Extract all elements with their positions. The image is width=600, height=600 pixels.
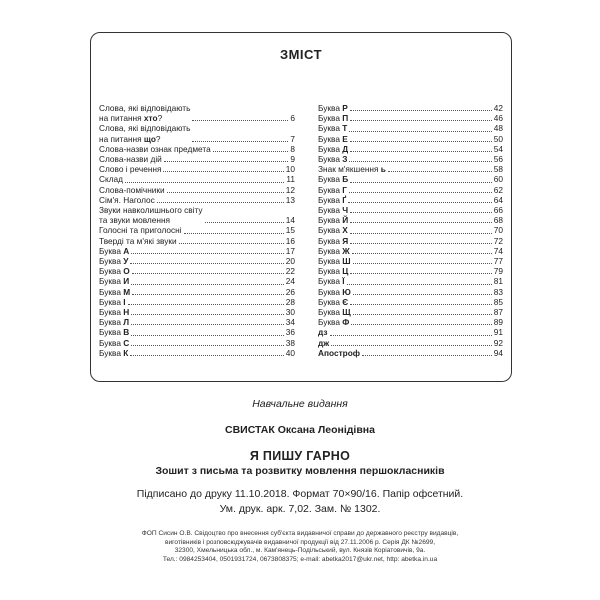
toc-entry-title [318, 246, 350, 256]
toc-entry [99, 246, 295, 256]
toc-entry-prefix: Буква [318, 205, 343, 216]
toc-leader-dots [347, 284, 492, 285]
toc-page-number: 7 [290, 133, 295, 144]
toc-entry-letter: Н [123, 307, 130, 318]
toc-entry [318, 246, 503, 256]
toc-entry-prefix: Буква [99, 337, 124, 348]
toc-entry [318, 327, 503, 337]
toc-leader-dots [125, 182, 284, 183]
toc-entry [318, 164, 503, 174]
toc-page-number: 36 [285, 327, 295, 338]
toc-entry-prefix: Слово і речення [99, 164, 162, 175]
toc-leader-dots [353, 294, 492, 295]
toc-page-number: 74 [493, 245, 503, 256]
toc-page-number: 72 [493, 235, 503, 246]
toc-leader-dots [350, 243, 492, 244]
publisher-info-line: 32300, Хмельницька обл., м. Кам'янець-Подільський, вул. Князів Коріатовичів, 9а. [174, 547, 426, 555]
toc-leader-dots [353, 263, 492, 264]
toc-entry-suffix: ? [155, 133, 161, 144]
toc-leader-dots [350, 273, 491, 274]
toc-entry-title [318, 297, 348, 307]
toc-entry-prefix: Знак м'якшення [318, 164, 381, 175]
toc-entry-letter: І [123, 296, 126, 307]
toc-page-number: 91 [493, 327, 503, 338]
toc-entry [318, 236, 503, 246]
toc-entry-title [99, 174, 123, 184]
toc-leader-dots [388, 171, 492, 172]
toc-entry-title [318, 164, 386, 174]
toc-entry-prefix: Буква [318, 215, 343, 226]
toc-page-number: 22 [285, 266, 295, 277]
toc-page-number: 38 [285, 337, 295, 348]
toc-entry-prefix: на питання [99, 113, 144, 124]
toc-page-number: 10 [285, 164, 295, 175]
toc-entry-prefix: Буква [318, 113, 343, 124]
toc-entry-letter: Ж [342, 245, 350, 256]
toc-entry-title [99, 287, 130, 297]
toc-page-number: 83 [493, 286, 503, 297]
toc-entry-title [99, 276, 129, 286]
toc-entry-letter: М [123, 286, 131, 297]
toc-entry-title [318, 103, 348, 113]
toc-entry-prefix: Буква [99, 256, 124, 267]
toc-entry-title [318, 144, 348, 154]
toc-page-number: 16 [285, 235, 295, 246]
toc-page-number: 54 [493, 143, 503, 154]
toc-entry-prefix: Буква [318, 266, 343, 277]
toc-entry-title [318, 215, 348, 225]
toc-entry-prefix: Буква [318, 235, 343, 246]
toc-entry [99, 225, 295, 235]
toc-title: ЗМІСТ [279, 47, 323, 62]
toc-entry-title [318, 123, 347, 133]
toc-entry-title [99, 103, 190, 123]
toc-entry-prefix: Буква [99, 296, 124, 307]
toc-leader-dots [350, 120, 492, 121]
toc-leader-dots [351, 324, 491, 325]
toc-leader-dots [131, 335, 283, 336]
toc-leader-dots [130, 355, 283, 356]
toc-entry-letter: ь [380, 164, 386, 175]
toc-leader-dots [128, 304, 284, 305]
toc-entry-letter: А [123, 245, 130, 256]
toc-entry-title [318, 317, 349, 327]
toc-entry [318, 307, 503, 317]
toc-page-number: 14 [285, 215, 295, 226]
toc-leader-dots [353, 314, 492, 315]
toc-leader-dots [192, 141, 288, 142]
toc-entry [99, 185, 295, 195]
toc-right-column [318, 103, 503, 358]
toc-leader-dots [213, 151, 289, 152]
toc-leader-dots [131, 253, 283, 254]
toc-entry-prefix: Буква [318, 296, 343, 307]
print-details-line: Ум. друк. арк. 7,02. Зам. № 1302. [219, 503, 381, 515]
toc-entry [99, 144, 295, 154]
toc-entry-title [99, 195, 155, 205]
toc-page-number: 48 [493, 123, 503, 134]
toc-entry-title [99, 307, 129, 317]
toc-entry-prefix: Слова-назви ознак предмета [99, 143, 211, 154]
toc-entry-title [318, 113, 348, 123]
toc-page-number: 64 [493, 194, 503, 205]
toc-entry-letter: дз [318, 327, 328, 338]
toc-entry-title [318, 338, 329, 348]
toc-entry-title [318, 195, 346, 205]
toc-leader-dots [164, 161, 289, 162]
toc-entry [99, 338, 295, 348]
edition-type: Навчальне видання [252, 398, 348, 410]
toc-leader-dots [132, 273, 284, 274]
toc-page-number: 30 [285, 307, 295, 318]
toc-page-number: 85 [493, 296, 503, 307]
toc-entry-letter: Я [342, 235, 349, 246]
toc-entry-title [99, 144, 211, 154]
toc-entry [318, 276, 503, 286]
toc-entry-title-line: Слова, які відповідають [99, 103, 191, 113]
toc-leader-dots [350, 212, 492, 213]
toc-page-number: 70 [493, 225, 503, 236]
toc-entry [99, 154, 295, 164]
toc-entry-prefix: Слова-помічники [99, 184, 165, 195]
toc-entry-letter: Апостроф [318, 347, 361, 358]
toc-entry [318, 287, 503, 297]
toc-entry-letter: Ґ [342, 194, 347, 205]
toc-entry-letter: П [342, 113, 349, 124]
toc-page-number: 77 [493, 256, 503, 267]
toc-entry-letter: Г [342, 184, 347, 195]
toc-entry [318, 144, 503, 154]
toc-entry [318, 123, 503, 133]
toc-entry-letter: Л [123, 317, 130, 328]
toc-entry [99, 307, 295, 317]
toc-page-number: 8 [290, 143, 295, 154]
toc-entry-letter: Д [342, 143, 349, 154]
toc-leader-dots [350, 182, 492, 183]
toc-entry-title [318, 276, 345, 286]
toc-entry-letter: Ч [342, 205, 349, 216]
toc-leader-dots [192, 120, 288, 121]
toc-leader-dots [348, 202, 491, 203]
toc-entry-prefix: Буква [318, 276, 343, 287]
toc-leader-dots [131, 284, 284, 285]
toc-entry-letter: Р [342, 103, 348, 113]
toc-leader-dots [163, 171, 283, 172]
toc-entry-letter: О [123, 266, 130, 277]
toc-entry-prefix: Буква [99, 286, 124, 297]
toc-entry-letter: С [123, 337, 130, 348]
toc-entry-prefix: Буква [99, 245, 124, 256]
toc-entry [99, 297, 295, 307]
toc-entry-prefix: Буква [318, 194, 343, 205]
toc-entry [99, 164, 295, 174]
toc-leader-dots [131, 345, 283, 346]
toc-entry-letter: К [123, 347, 129, 358]
toc-entry-prefix: Сім'я. Наголос [99, 194, 155, 205]
toc-entry [99, 205, 295, 225]
publisher-info-line: Тел.: 0984253404, 0501931724, 0673808375; e-mail: abetka2017@ukr.net, http: abetka.in.ua [162, 555, 438, 563]
toc-entry-letter: Й [342, 215, 349, 226]
toc-entry-title [99, 338, 129, 348]
toc-page-number: 34 [285, 317, 295, 328]
toc-entry [99, 287, 295, 297]
toc-entry-prefix: та звуки мовлення [99, 215, 171, 226]
toc-page-number: 13 [285, 194, 295, 205]
toc-entry-title [99, 164, 161, 174]
toc-entry-title [99, 297, 126, 307]
toc-entry-title [99, 317, 129, 327]
toc-page-number: 56 [493, 154, 503, 165]
toc-entry [318, 225, 503, 235]
toc-entry [318, 205, 503, 215]
toc-entry-letter: Х [342, 225, 348, 236]
toc-entry-prefix: Буква [318, 174, 343, 185]
toc-entry [318, 266, 503, 276]
toc-entry [99, 317, 295, 327]
toc-page-number: 20 [285, 256, 295, 267]
toc-entry [99, 256, 295, 266]
toc-entry [99, 195, 295, 205]
toc-entry-letter: Ф [342, 317, 350, 328]
toc-entry [318, 256, 503, 266]
toc-leader-dots [131, 324, 284, 325]
toc-entry-prefix: на питання [99, 133, 144, 144]
toc-entry-prefix: Голосні та приголосні [99, 225, 182, 236]
toc-entry-letter: Ц [342, 266, 349, 277]
toc-entry [99, 174, 295, 184]
book-subtitle: Зошит з письма та розвитку мовлення першокласників [155, 465, 445, 477]
toc-page-number: 6 [290, 113, 295, 124]
toc-page-number: 50 [493, 133, 503, 144]
toc-entry [99, 123, 295, 143]
toc-page-number: 17 [285, 245, 295, 256]
toc-entry-prefix: Буква [99, 307, 124, 318]
toc-page-number: 12 [285, 184, 295, 195]
toc-leader-dots [205, 222, 284, 223]
toc-page-number: 40 [285, 347, 295, 358]
book-title: Я ПИШУ ГАРНО [249, 449, 351, 463]
toc-entry [318, 348, 503, 358]
toc-entry-prefix: Буква [318, 256, 343, 267]
toc-page-number: 15 [285, 225, 295, 236]
toc-leader-dots [350, 304, 492, 305]
toc-entry-prefix: Буква [318, 154, 343, 165]
toc-entry [99, 103, 295, 123]
toc-entry-letter: И [123, 276, 130, 287]
print-details-line: Підписано до друку 11.10.2018. Формат 70×90/16. Папір офсетний. [136, 488, 464, 500]
toc-entry-letter: Е [342, 133, 348, 144]
toc-page-number: 60 [493, 174, 503, 185]
toc-entry-letter: З [342, 154, 348, 165]
toc-entry-title [99, 256, 128, 266]
toc-entry-prefix: Буква [318, 143, 343, 154]
toc-entry [318, 297, 503, 307]
toc-entry-title [318, 287, 351, 297]
toc-entry-suffix: ? [157, 113, 163, 124]
toc-entry [318, 113, 503, 123]
table-of-contents [90, 32, 512, 382]
toc-page-number: 9 [290, 154, 295, 165]
toc-entry [99, 236, 295, 246]
toc-entry [318, 174, 503, 184]
toc-page-number: 62 [493, 184, 503, 195]
toc-entry-title [99, 205, 203, 225]
toc-entry-title [99, 185, 165, 195]
toc-leader-dots [362, 355, 492, 356]
toc-entry-prefix: Буква [318, 317, 343, 328]
toc-entry [318, 338, 503, 348]
toc-entry [318, 103, 503, 113]
print-details [0, 487, 600, 517]
toc-entry-title [318, 348, 360, 358]
toc-page-number: 46 [493, 113, 503, 124]
toc-leader-dots [349, 192, 492, 193]
toc-entry [99, 348, 295, 358]
toc-entry [318, 195, 503, 205]
toc-leader-dots [331, 345, 492, 346]
toc-entry-prefix: Буква [318, 133, 343, 144]
toc-entry-letter: Ш [342, 256, 351, 267]
toc-page-number: 94 [493, 347, 503, 358]
toc-page-number: 58 [493, 164, 503, 175]
toc-entry-prefix: Слова-назви дій [99, 154, 162, 165]
toc-entry [318, 215, 503, 225]
toc-leader-dots [349, 161, 491, 162]
toc-leader-dots [167, 192, 284, 193]
toc-leader-dots [352, 253, 492, 254]
toc-page-number: 28 [285, 296, 295, 307]
toc-entry [99, 276, 295, 286]
toc-entry-title [318, 266, 348, 276]
toc-entry-title [318, 256, 351, 266]
toc-page-number: 81 [493, 276, 503, 287]
toc-entry-prefix: Тверді та м'які звуки [99, 235, 177, 246]
toc-leader-dots [350, 141, 492, 142]
toc-page-number: 42 [493, 103, 503, 113]
toc-entry-title [318, 307, 351, 317]
toc-leader-dots [350, 222, 492, 223]
toc-entry-title [99, 154, 162, 164]
toc-entry [318, 134, 503, 144]
toc-entry-title [99, 327, 129, 337]
toc-entry-title-line: Звуки навколишнього світу [99, 205, 203, 216]
toc-entry-prefix: Буква [318, 184, 343, 195]
toc-page-number: 87 [493, 307, 503, 318]
toc-leader-dots [157, 202, 284, 203]
toc-leader-dots [350, 233, 492, 234]
toc-page-number: 79 [493, 266, 503, 277]
toc-entry [318, 185, 503, 195]
toc-leader-dots [131, 314, 283, 315]
toc-entry-title [318, 236, 348, 246]
toc-page-number: 26 [285, 286, 295, 297]
toc-entry-letter: дж [318, 337, 330, 348]
toc-entry-letter: що [143, 133, 156, 144]
toc-leader-dots [350, 110, 492, 111]
publisher-info-line: ФОП Сисин О.В. Свідоцтво про внесення суб'єкта видавничої справи до державного реєстру видавців, [141, 530, 459, 537]
toc-page-number: 24 [285, 276, 295, 287]
toc-entry-title [99, 236, 177, 246]
toc-entry-title [318, 327, 328, 337]
toc-entry-prefix: Склад [99, 174, 124, 185]
toc-entry-prefix: Буква [318, 286, 343, 297]
toc-entry [318, 154, 503, 164]
toc-entry-title [318, 185, 347, 195]
toc-entry-letter: Щ [342, 307, 351, 318]
toc-entry-title [99, 266, 130, 276]
toc-leader-dots [132, 294, 284, 295]
toc-entry-prefix: Буква [99, 266, 124, 277]
toc-entry-letter: В [123, 327, 130, 338]
toc-page-number: 89 [493, 317, 503, 328]
toc-entry-prefix: Буква [99, 317, 124, 328]
toc-entry-title [99, 348, 128, 358]
toc-entry-prefix: Буква [99, 347, 124, 358]
toc-left-column [99, 103, 295, 358]
toc-page-number: 68 [493, 215, 503, 226]
toc-entry-prefix: Буква [99, 276, 124, 287]
toc-entry-title [318, 225, 348, 235]
toc-entry-title [318, 154, 347, 164]
toc-leader-dots [350, 151, 492, 152]
publisher-info-line: виготівників і розповсюджувачів видавничої продукції від 27.11.2006 р. Серія ДК №2699, [164, 538, 436, 546]
toc-entry-title [318, 205, 348, 215]
toc-entry-prefix: Буква [318, 225, 343, 236]
toc-entry-letter: Ї [342, 276, 345, 287]
toc-entry [99, 327, 295, 337]
toc-entry-letter: У [123, 256, 129, 267]
toc-entry-title [318, 174, 348, 184]
toc-leader-dots [330, 335, 492, 336]
toc-entry-prefix: Буква [318, 245, 343, 256]
toc-entry-letter: Є [342, 296, 349, 307]
author-name: СВИСТАК Оксана Леонідівна [225, 424, 375, 436]
toc-page-number: 92 [493, 337, 503, 348]
toc-leader-dots [179, 243, 284, 244]
toc-entry-title [99, 123, 190, 143]
toc-entry-letter: Т [342, 123, 348, 134]
toc-leader-dots [349, 131, 491, 132]
publisher-info [0, 530, 600, 564]
toc-entry-letter: Б [342, 174, 349, 185]
toc-entry-title [99, 246, 129, 256]
toc-page-number: 11 [286, 174, 295, 185]
toc-entry-title [99, 225, 182, 235]
toc-entry-prefix: Буква [99, 327, 124, 338]
toc-entry-title [318, 134, 348, 144]
toc-leader-dots [130, 263, 283, 264]
toc-entry-prefix: Буква [318, 123, 343, 134]
toc-entry [318, 317, 503, 327]
toc-entry [99, 266, 295, 276]
toc-page-number: 66 [493, 205, 503, 216]
toc-entry-prefix: Буква [318, 307, 343, 318]
toc-entry-title-line: Слова, які відповідають [99, 123, 191, 134]
toc-entry-prefix: Буква [318, 103, 343, 113]
toc-entry-letter: Ю [342, 286, 351, 297]
toc-leader-dots [184, 233, 284, 234]
toc-entry-letter: хто [143, 113, 158, 124]
